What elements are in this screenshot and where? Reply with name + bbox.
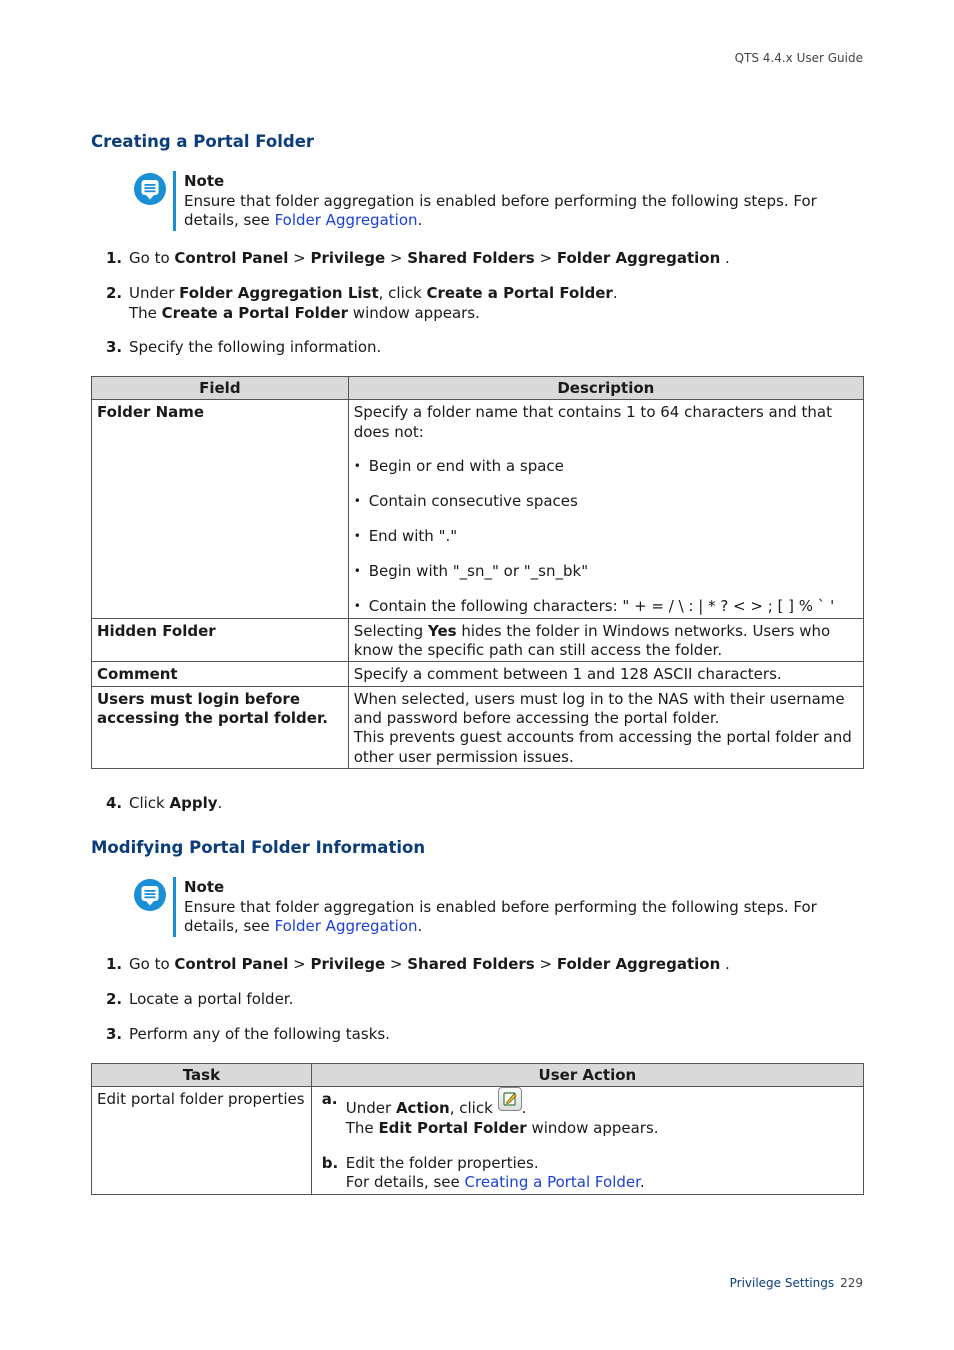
step-suffix: . — [720, 249, 730, 267]
substep-b — [317, 1154, 857, 1193]
step-number: 3. — [106, 1025, 123, 1043]
page-footer — [600, 1276, 863, 1290]
step-number: 3. — [106, 338, 123, 356]
table-row — [92, 686, 864, 768]
step-number: 2. — [106, 284, 123, 302]
substep-text: For details, see — [345, 1173, 465, 1192]
path-separator: > — [385, 955, 408, 973]
note-box — [184, 878, 824, 937]
substep-text: Edit the folder properties. — [345, 1153, 539, 1172]
field-description — [348, 618, 863, 662]
list-item: • Contain the following characters: " + = / \ : | * ? < > ; [ ] % ` ' — [354, 597, 857, 616]
guide-title: QTS 4.4.x User Guide — [734, 51, 863, 65]
path-privilege: Privilege — [310, 249, 386, 267]
step-suffix: . — [612, 284, 618, 302]
step-1 — [106, 249, 866, 269]
step-2 — [106, 284, 866, 323]
creating-portal-folder-link[interactable]: Creating a Portal Folder — [464, 1173, 640, 1192]
substep-text: . — [639, 1173, 645, 1192]
tasks-table — [91, 1063, 864, 1195]
table-header-row — [92, 377, 864, 400]
note-icon — [133, 172, 167, 206]
field-description: Specify a folder name that contains 1 to 64 characters and that does not: — [353, 403, 832, 441]
note-icon — [133, 878, 167, 912]
description-text: hides the folder in Windows networks. Users who know the specific path can still access the folder. — [353, 621, 831, 660]
footer-section: Privilege Settings — [729, 1276, 835, 1290]
step-suffix: . — [217, 794, 223, 812]
yes-label: Yes — [427, 621, 457, 640]
path-shared-folders: Shared Folders — [407, 955, 535, 973]
path-separator: > — [288, 955, 311, 973]
edit-icon[interactable] — [498, 1087, 522, 1111]
step-number: 1. — [106, 249, 123, 267]
step-text: , click — [378, 284, 427, 302]
substep-text: , click — [449, 1099, 498, 1118]
edit-portal-folder-label: Edit Portal Folder — [378, 1118, 527, 1137]
step-text: Perform any of the following tasks. — [129, 1025, 390, 1043]
field-name: Folder Name — [97, 403, 205, 422]
path-privilege: Privilege — [310, 955, 386, 973]
page-number: 229 — [840, 1276, 863, 1290]
note-bar — [173, 171, 176, 231]
field-description: Specify a comment between 1 and 128 ASCII characters. — [348, 662, 863, 686]
step-number: 1. — [106, 955, 123, 973]
path-folder-aggregation: Folder Aggregation — [556, 955, 721, 973]
table-row — [92, 662, 864, 686]
step-text: Go to — [129, 249, 175, 267]
step-4 — [106, 794, 866, 814]
substep-label: b. — [321, 1153, 339, 1172]
column-header-field: Field — [92, 377, 349, 400]
step-suffix: . — [720, 955, 730, 973]
note-text: Ensure that folder aggregation is enabled before performing the following steps. For details, see — [184, 191, 817, 229]
step-3 — [106, 338, 866, 358]
note-body — [184, 898, 824, 937]
note-text-end: . — [417, 211, 423, 229]
create-portal-folder-window-label: Create a Portal Folder — [161, 303, 349, 322]
path-separator: > — [534, 249, 557, 267]
note-text-end: . — [417, 917, 423, 935]
note-title: Note — [184, 172, 225, 190]
substep-text: Under — [345, 1099, 396, 1118]
step-2 — [106, 990, 866, 1010]
section-title-creating: Creating a Portal Folder — [91, 132, 315, 151]
fields-table — [91, 376, 864, 769]
step-text: Click — [129, 794, 170, 812]
restriction-list — [354, 457, 857, 615]
list-item: • End with "." — [354, 527, 857, 546]
step-number: 2. — [106, 990, 123, 1008]
folder-aggregation-link[interactable]: Folder Aggregation — [274, 211, 418, 229]
field-name: Comment — [97, 665, 178, 684]
folder-aggregation-link[interactable]: Folder Aggregation — [274, 917, 418, 935]
field-description-extra: This prevents guest accounts from accessing the portal folder and other user permission issues. — [353, 728, 852, 766]
step-text: Under — [129, 284, 180, 302]
list-item: • Contain consecutive spaces — [354, 492, 857, 511]
folder-aggregation-list-label: Folder Aggregation List — [179, 284, 379, 302]
step-text: window appears. — [348, 303, 480, 322]
field-description: When selected, users must log in to the NAS with their username and password before accessing the portal folder. — [353, 689, 845, 728]
path-control-panel: Control Panel — [174, 955, 289, 973]
step-3 — [106, 1025, 866, 1045]
action-label: Action — [395, 1099, 450, 1118]
step-number: 4. — [106, 794, 123, 812]
table-row — [92, 400, 864, 619]
column-header-task: Task — [92, 1064, 312, 1087]
substep-text: window appears. — [526, 1118, 659, 1137]
substep-text: . — [521, 1099, 527, 1118]
apply-label: Apply — [169, 794, 218, 812]
note-box — [184, 172, 824, 231]
field-name: Users must login before accessing the portal folder. — [97, 689, 328, 728]
path-control-panel: Control Panel — [174, 249, 289, 267]
step-1 — [106, 955, 866, 975]
list-item: • Begin or end with a space — [354, 457, 857, 476]
substep-label: a. — [321, 1090, 338, 1109]
create-portal-folder-label: Create a Portal Folder — [426, 284, 613, 302]
substep-a — [317, 1090, 857, 1138]
note-body — [184, 192, 824, 231]
table-row — [92, 1087, 864, 1195]
column-header-user-action: User Action — [311, 1064, 863, 1087]
path-separator: > — [534, 955, 557, 973]
substep-text: The — [345, 1118, 379, 1137]
task-name: Edit portal folder properties — [92, 1087, 312, 1195]
step-text: Go to — [129, 955, 175, 973]
column-header-description: Description — [348, 377, 863, 400]
step-text: The — [129, 303, 162, 322]
field-name: Hidden Folder — [97, 621, 216, 640]
path-separator: > — [288, 249, 311, 267]
step-text: Specify the following information. — [129, 338, 382, 356]
description-text: Selecting — [353, 621, 428, 640]
path-folder-aggregation: Folder Aggregation — [556, 249, 721, 267]
step-text: Locate a portal folder. — [129, 990, 294, 1008]
note-text: Ensure that folder aggregation is enabled before performing the following steps. For details, see — [184, 897, 817, 935]
note-title: Note — [184, 878, 225, 896]
table-header-row — [92, 1064, 864, 1087]
section-title-modifying: Modifying Portal Folder Information — [91, 838, 426, 857]
note-bar — [173, 877, 176, 937]
table-row — [92, 618, 864, 662]
path-shared-folders: Shared Folders — [407, 249, 535, 267]
path-separator: > — [385, 249, 408, 267]
list-item: • Begin with "_sn_" or "_sn_bk" — [354, 562, 857, 581]
